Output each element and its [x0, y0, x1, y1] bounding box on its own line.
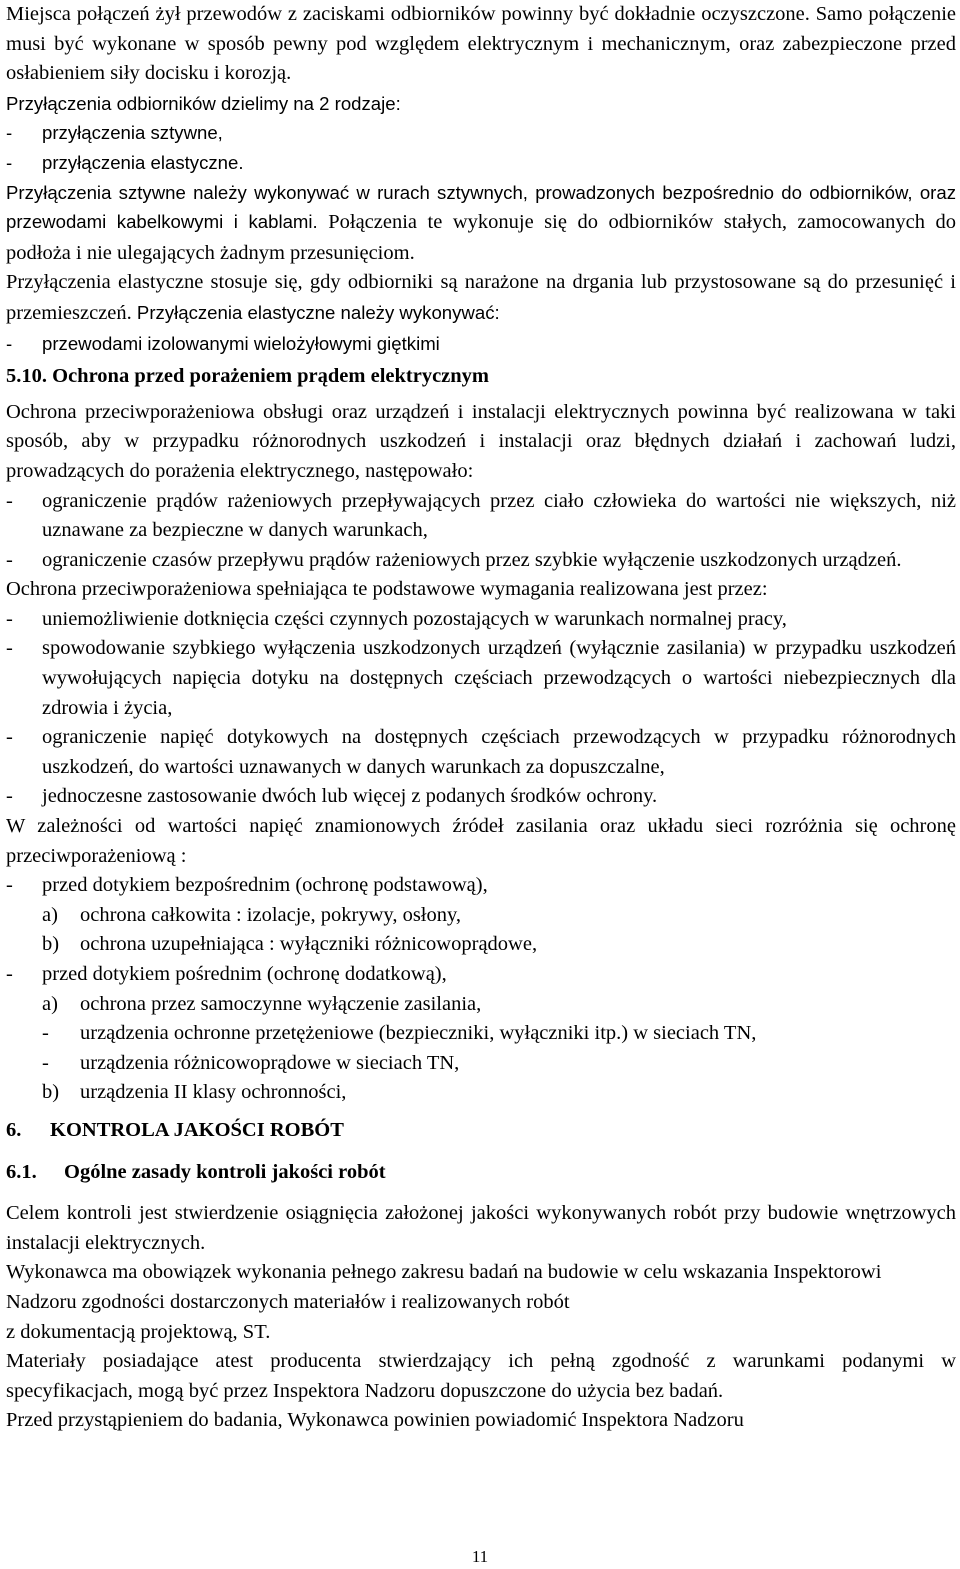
list-item: - spowodowanie szybkiego wyłączenia uszkodzonych urządzeń (wyłącznie zasilania) w przypadku uszkodzeń wywołujących napięcia dotyku na dostępnych częściach przewodzących o wartości niebezpiecznych dla zdrowia i życia,	[6, 637, 956, 719]
list-item: a) ochrona całkowita : izolacje, pokrywy, osłony,	[42, 903, 462, 926]
list-item: - przed dotykiem pośrednim (ochronę dodatkową),	[6, 963, 447, 985]
list-item: a) ochrona przez samoczynne wyłączenie zasilania,	[42, 992, 482, 1015]
paragraph-flexible: Przyłączenia elastyczne stosuje się, gdy odbiorniki są narażone na drgania lub przystosowane są do przesunięć i przemieszczeń. Przyłączenia elastyczne należy wykonywać:	[6, 271, 956, 324]
list-item: b) ochrona uzupełniająca : wyłączniki różnicowoprądowe,	[42, 933, 538, 956]
section-heading-5-10: 5.10. Ochrona przed porażeniem prądem elektrycznym	[6, 365, 489, 388]
list-item: - uniemożliwienie dotknięcia części czynnych pozostających w warunkach normalnej pracy,	[6, 607, 787, 630]
list-item: - przyłączenia elastyczne.	[6, 151, 244, 173]
connection-types-block	[6, 89, 956, 178]
list-item: b) urządzenia II klasy ochronności,	[42, 1081, 347, 1104]
section-heading-6-1: 6.1. Ogólne zasady kontroli jakości robót	[6, 1160, 386, 1183]
list-item: - ograniczenie prądów rażeniowych przepływających przez ciało człowieka do wartości nie większych, niż uznawane za bezpieczne w danych warunkach,	[6, 489, 956, 542]
list-item: - urządzenia różnicowoprądowe w sieciach TN,	[42, 1051, 460, 1074]
document-page	[6, 0, 956, 1436]
list-item: - przed dotykiem bezpośrednim (ochronę podstawową),	[6, 874, 488, 897]
paragraph-contractor-duty: Wykonawca ma obowiązek wykonania pełnego zakresu badań na budowie w celu wskazania Inspektorowi Nadzoru zgodności dostarczonych materiałów i realizowanych robót z dokumentacją projektową, ST.	[6, 1261, 882, 1343]
paragraph-protection-requirements: Ochrona przeciwporażeniowa spełniająca te podstawowe wymagania realizowana jest przez:	[6, 578, 768, 601]
paragraph-protection-types: W zależności od wartości napięć znamionowych źródeł zasilania oraz układu sieci rozróżnia się ochronę przeciwporażeniową :	[6, 815, 956, 867]
section-heading-6: 6. KONTROLA JAKOŚCI ROBÓT	[6, 1118, 344, 1141]
paragraph-connections: Miejsca połączeń żył przewodów z zaciskami odbiorników powinny być dokładnie oczyszczone. Samo połączenie musi być wykonane w sposób pewny pod względem elektrycznym i mechanicznym, oraz zabezpieczone przed osłabieniem siły docisku i korozją.	[6, 3, 956, 85]
paragraph-protection-intro: Ochrona przeciwporażeniowa obsługi oraz urządzeń i instalacji elektrycznych powinna być realizowana w taki sposób, aby w przypadku różnorodnych uszkodzeń i instalacji oraz błędnych działań i zachowań ludzi, prowadzących do porażenia elektrycznego, następowało:	[6, 400, 956, 482]
list-item: - urządzenia ochronne przetężeniowe (bezpieczniki, wyłączniki itp.) w sieciach TN,	[42, 1022, 757, 1045]
paragraph-control-goal: Celem kontroli jest stwierdzenie osiągnięcia założonej jakości wykonywanych robót przy budowie wnętrzowych instalacji elektrycznych.	[6, 1202, 956, 1254]
list-item: - ograniczenie napięć dotykowych na dostępnych częściach przewodzących w przypadku różnorodnych uszkodzeń, do wartości uznawanych w danych warunkach za dopuszczalne,	[6, 726, 956, 778]
paragraph-materials: Materiały posiadające atest producenta stwierdzający ich pełną zgodność z warunkami podanymi w specyfikacjach, mogą być przez Inspektora Nadzoru dopuszczone do użycia bez badań.	[6, 1350, 956, 1402]
page-number: 11	[471, 1547, 489, 1566]
paragraph-before-testing: Przed przystąpieniem do badania, Wykonawca powinien powiadomić Inspektora Nadzoru	[6, 1409, 744, 1432]
types-intro: Przyłączenia odbiorników dzielimy na 2 rodzaje:	[6, 92, 401, 114]
list-item: - ograniczenie czasów przepływu prądów rażeniowych przez szybkie wyłączenie uszkodzonych urządzeń.	[6, 548, 902, 571]
list-item: - jednoczesne zastosowanie dwóch lub więcej z podanych środków ochrony.	[6, 785, 658, 808]
list-item: - przewodami izolowanymi wielożyłowymi giętkimi	[6, 332, 440, 354]
list-item: - przyłączenia sztywne,	[6, 122, 223, 144]
paragraph-rigid: Przyłączenia sztywne należy wykonywać w rurach sztywnych, prowadzonych bezpośrednio do odbiorników, oraz przewodami kabelkowymi i kablami. Połączenia te wykonuje się do odbiorników stałych, zamocowanych do podłoża i nie ulegających żadnym przesunięciom.	[6, 181, 956, 264]
